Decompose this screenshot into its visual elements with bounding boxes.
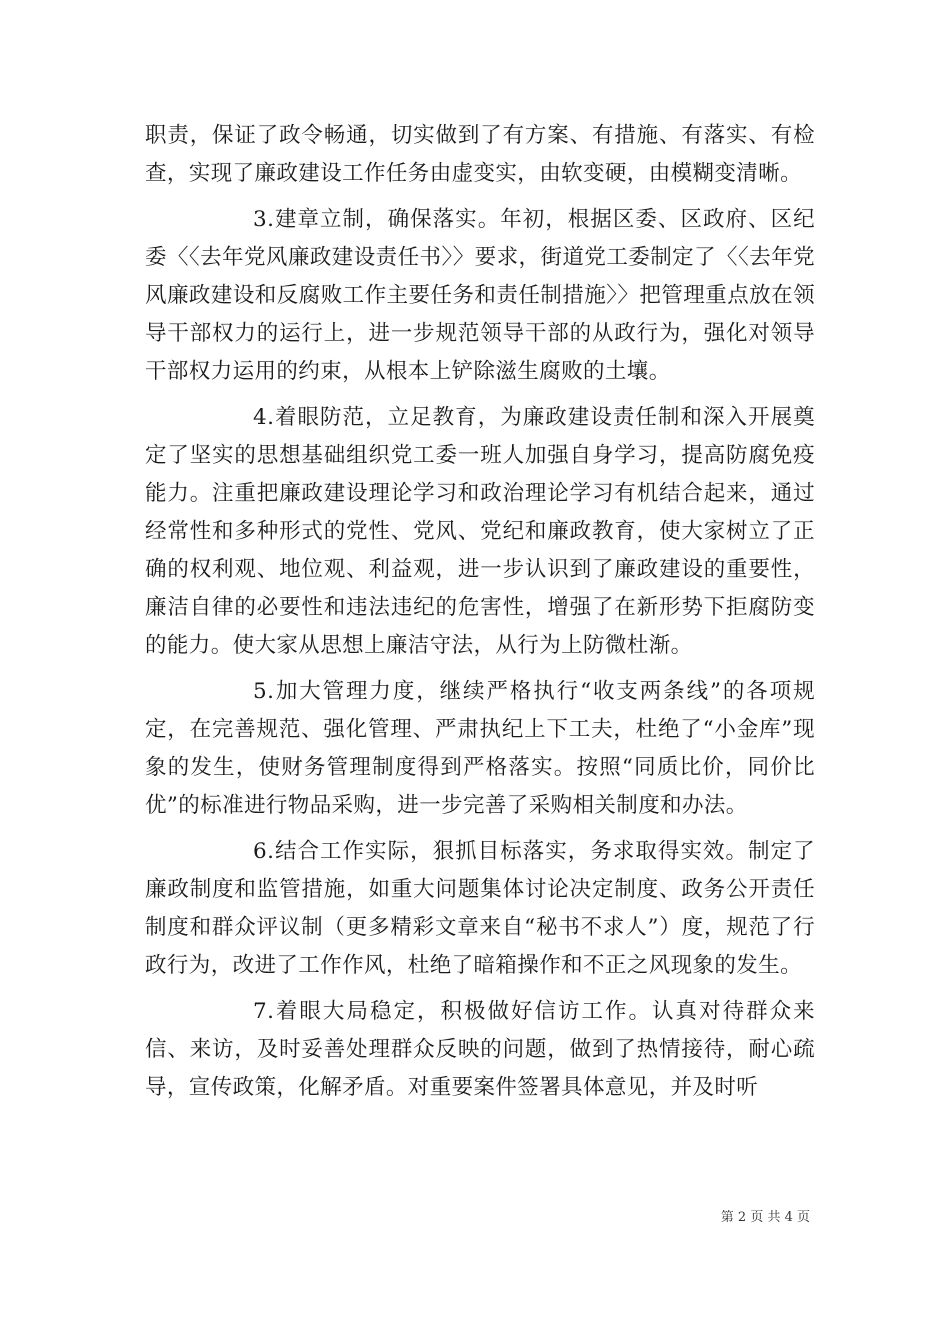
paragraph-item-3: 3.建章立制，确保落实。年初，根据区委、区政府、区纪委〈〈去年党风廉政建设责任书〉〉要求，街道党工委制定了〈〈去年党风廉政建设和反腐败工作主要任务和责任制措施〉〉把管理重点放在领导干部权力的运行上，进一步规范领导干部的从政行为，强化对领导干部权力运用的约束，从根本上铲除滋生腐败的土壤。 [145, 207, 815, 384]
paragraph-item-4: 4.着眼防范，立足教育，为廉政建设责任制和深入开展奠定了坚实的思想基础组织党工委一班人加强自身学习，提高防腐免疫能力。注重把廉政建设理论学习和政治理论学习有机结合起来，通过经常性和多种形式的党性、党风、党纪和廉政教育，使大家树立了正确的权利观、地位观、利益观，进一步认识到了廉政建设的重要性，廉洁自律的必要性和违法违纪的危害性，增强了在新形势下拒腐防变的能力。使大家从思想上廉洁守法，从行为上防微杜渐。 [145, 405, 815, 658]
paragraph-item-5: 5.加大管理力度，继续严格执行“收支两条线”的各项规定，在完善规范、强化管理、严肃执纪上下工夫，杜绝了“小金库”现象的发生，使财务管理制度得到严格落实。按照“同质比价，同价比优”的标准进行物品采购，进一步完善了采购相关制度和办法。 [145, 679, 815, 818]
page-number-footer: 第 2 页 共 4 页 [720, 1210, 810, 1225]
paragraph-continuation: 职责，保证了政令畅通，切实做到了有方案、有措施、有落实、有检查，实现了廉政建设工作任务由虚变实，由软变硬，由模糊变清晰。 [145, 123, 815, 186]
paragraph-item-7: 7.着眼大局稳定，积极做好信访工作。认真对待群众来信、来访，及时妥善处理群众反映的问题，做到了热情接待，耐心疏导，宣传政策，化解矛盾。对重要案件签署具体意见，并及时听 [145, 999, 815, 1100]
paragraph-item-6: 6.结合工作实际，狠抓目标落实，务求取得实效。制定了廉政制度和监管措施，如重大问题集体讨论决定制度、政务公开责任制度和群众评议制（更多精彩文章来自“秘书不求人”）度，规范了行政行为，改进了工作作风，杜绝了暗箱操作和不正之风现象的发生。 [145, 839, 815, 978]
document-body [145, 117, 815, 1115]
